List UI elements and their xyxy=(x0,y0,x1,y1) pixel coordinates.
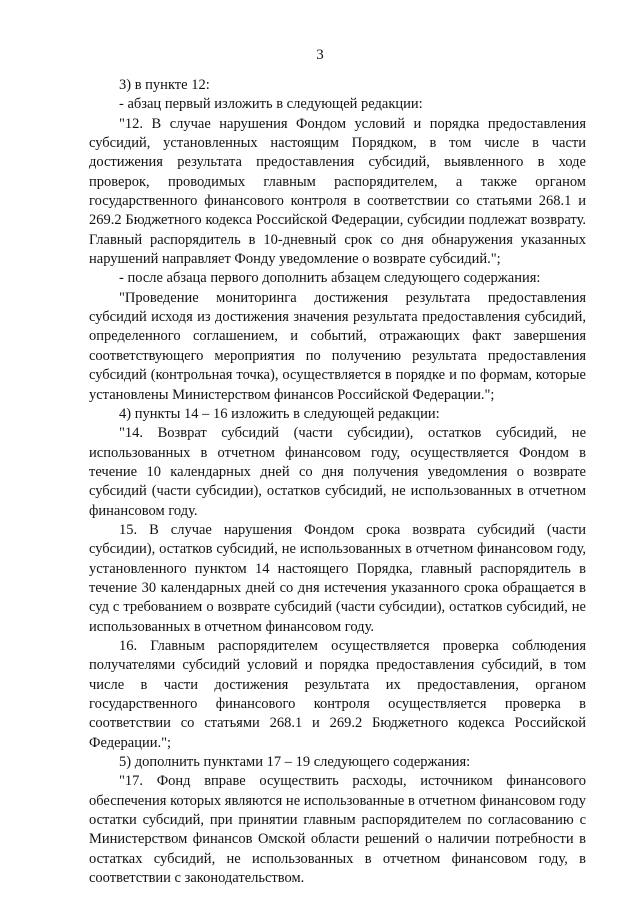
item-5-heading: 5) дополнить пунктами 17 – 19 следующего содержания: xyxy=(119,754,471,771)
clause-15-paragraph: 15. В случае нарушения Фондом срока возврата субсидий (части субсидии), остатков субсидий, не использованных в отчетном финансовом году, установленного пунктом 14 настоящего Порядка, главный распорядитель в течение 30 календарных дней со дня истечения указанного срока обращается в суд с требованием о возврате субсидий (части субсидии), остатков субсидий, не использованных в отчетном финансовом году. xyxy=(89,521,586,635)
item-4-heading: 4) пункты 14 – 16 изложить в следующей редакции: xyxy=(119,405,440,422)
instruction-paragraph-1: - абзац первый изложить в следующей редакции: xyxy=(119,96,423,113)
clause-16-paragraph: 16. Главным распорядителем осуществляется проверка соблюдения получателями субсидий условий и порядка предоставления субсидий, в том числе в части достижения результата их предоставления, органом государственного финансового контроля осуществляется проверка в соответствии со статьями 268.1 и 269.2 Бюджетного кодекса Российской Федерации."; xyxy=(89,637,586,751)
monitoring-paragraph: "Проведение мониторинга достижения результата предоставления субсидий исходя из достижения значения результата предоставления субсидий, определенного соглашением, и событий, отражающих факт завершения соответствующего мероприятия по получению результата предоставления субсидий (контрольная точка), осуществляется в порядке и по формам, которые установлены Министерством финансов Российской Федерации."; xyxy=(89,289,586,403)
clause-17-paragraph: "17. Фонд вправе осуществить расходы, источником финансового обеспечения которых являются не использованные в отчетном финансовом году остатки субсидий, при принятии главным распорядителем по согласованию с Министерством финансов Омской области решений о наличии потребности в остатках субсидий, не использованных в отчетном финансовом году, в соответствии с законодательством. xyxy=(89,773,586,887)
page-number: 3 xyxy=(316,47,324,63)
clause-14-paragraph: "14. Возврат субсидий (части субсидии), остатков субсидий, не использованных в отчетном финансовом году, осуществляется Фондом в течение 10 календарных дней со дня получения уведомления о возврате субсидий (части субсидии), остатков субсидий, не использованных в отчетном финансовом году. xyxy=(89,425,586,519)
document-body xyxy=(89,76,586,888)
instruction-paragraph-2: - после абзаца первого дополнить абзацем следующего содержания: xyxy=(119,270,541,287)
item-3-heading: 3) в пункте 12: xyxy=(119,77,210,93)
clause-12-paragraph: "12. В случае нарушения Фондом условий и порядка предоставления субсидий, установленных настоящим Порядком, в том числе в части достижения результата предоставления субсидий, выявленного в ходе проверок, проводимых главным распорядителем, а также органом государственного финансового контроля в соответствии со статьями 268.1 и 269.2 Бюджетного кодекса Российской Федерации, субсидии подлежат возврату. Главный распорядитель в 10-дневный срок со дня обнаружения указанных нарушений направляет Фонду уведомление о возврате субсидий."; xyxy=(89,115,586,268)
